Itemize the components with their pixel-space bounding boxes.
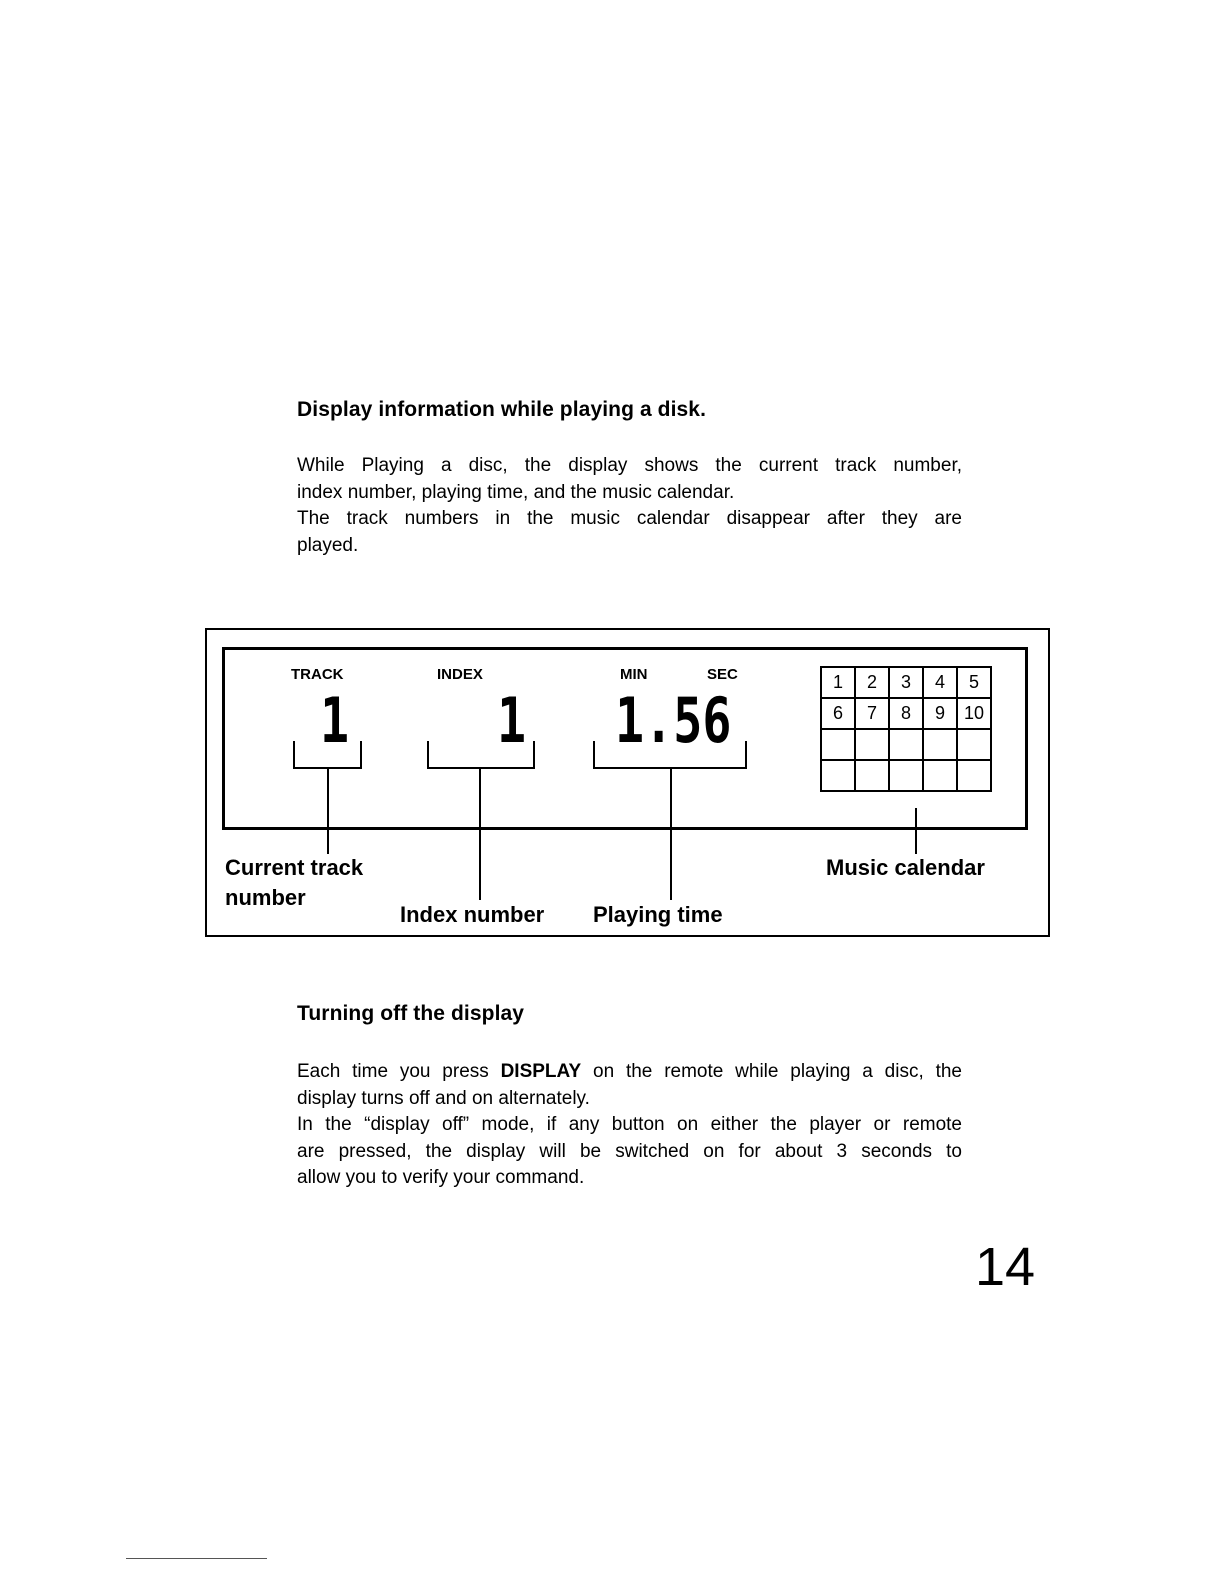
index-number-callout: Index number	[400, 902, 545, 927]
paragraph-line	[297, 1059, 962, 1086]
calendar-cell: 2	[855, 667, 889, 698]
paragraph-line: index number, playing time, and the music calendar.	[297, 481, 735, 503]
section-heading-display-info: Display information while playing a disk.	[297, 398, 707, 421]
paragraph-line: The track numbers in the music calendar disappear after they are	[297, 508, 962, 529]
time-leader-line	[670, 769, 672, 900]
turning-off-paragraph	[297, 1059, 962, 1192]
music-calendar-grid	[820, 666, 992, 792]
paragraph-line: display turns off and on alternately.	[297, 1087, 590, 1109]
music-calendar-callout: Music calendar	[826, 855, 985, 880]
paragraph-line: In the “display off” mode, if any button on either the player or remote	[297, 1114, 962, 1135]
index-label: INDEX	[437, 666, 483, 683]
track-bracket	[293, 741, 362, 769]
index-bracket	[427, 741, 535, 769]
calendar-cell: 10	[957, 698, 991, 729]
display-info-paragraph	[297, 453, 962, 559]
index-digit-readout: 1	[497, 684, 527, 757]
callout-line: number	[225, 885, 306, 910]
calendar-cell	[889, 729, 923, 760]
time-digit-readout: 1.56	[615, 684, 732, 757]
paragraph-line: While Playing a disc, the display shows the current track number,	[297, 455, 962, 476]
calendar-cell	[889, 760, 923, 791]
calendar-cell: 6	[821, 698, 855, 729]
calendar-cell	[821, 760, 855, 791]
min-label: MIN	[620, 666, 648, 683]
paragraph-line: played.	[297, 534, 359, 556]
display-keyword: DISPLAY	[500, 1061, 582, 1082]
callout-line: Current track	[225, 855, 364, 880]
sec-label: SEC	[707, 666, 738, 683]
calendar-cell: 8	[889, 698, 923, 729]
calendar-cell	[923, 760, 957, 791]
time-bracket	[593, 741, 747, 769]
playing-time-callout: Playing time	[593, 902, 723, 927]
calendar-cell: 5	[957, 667, 991, 698]
calendar-leader-line	[915, 808, 917, 854]
calendar-cell: 4	[923, 667, 957, 698]
calendar-cell	[957, 760, 991, 791]
current-track-callout	[225, 853, 363, 913]
footnote-separator	[126, 1558, 267, 1559]
track-label: TRACK	[291, 666, 344, 683]
track-leader-line	[327, 769, 329, 854]
calendar-cell: 1	[821, 667, 855, 698]
calendar-cell	[855, 729, 889, 760]
index-leader-line	[479, 769, 481, 900]
calendar-cell: 9	[923, 698, 957, 729]
calendar-cell	[855, 760, 889, 791]
calendar-cell: 7	[855, 698, 889, 729]
section-heading-turning-off: Turning off the display	[297, 1002, 525, 1025]
calendar-cell	[957, 729, 991, 760]
track-digit-readout: 1	[320, 684, 350, 757]
text-run: on the remote while playing a disc, the	[581, 1061, 962, 1082]
page-number: 14	[975, 1237, 1036, 1297]
paragraph-line: allow you to verify your command.	[297, 1167, 585, 1188]
paragraph-line: are pressed, the display will be switched on for about 3 seconds to	[297, 1140, 962, 1162]
calendar-cell: 3	[889, 667, 923, 698]
calendar-cell	[821, 729, 855, 760]
text-run: Each time you press	[297, 1061, 501, 1082]
calendar-cell	[923, 729, 957, 760]
